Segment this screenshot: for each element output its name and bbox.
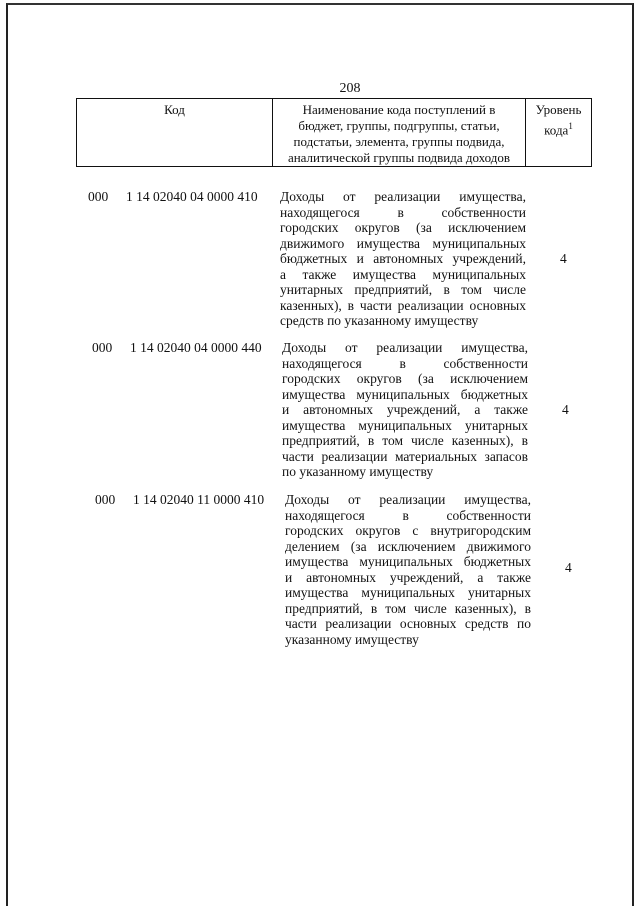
row-description-line: указанному имуществу <box>285 631 419 647</box>
row-description-line: движимого имущества муниципальных <box>280 235 526 251</box>
row-level: 4 <box>560 251 567 266</box>
row-description-line: и автономных учреждений, а также <box>282 402 528 417</box>
header-name-line: бюджет, группы, подгруппы, статьи, <box>298 118 500 133</box>
row-description <box>280 189 526 329</box>
row-description-line: по указанному имуществу <box>282 464 434 479</box>
header-code-label: Код <box>164 102 185 117</box>
header-code-cell <box>77 99 273 167</box>
row-admin-code: 000 <box>95 492 116 507</box>
row-description-line: Доходы от реализации имущества, <box>282 340 528 355</box>
row-description-line: Доходы от реализации имущества, <box>285 492 531 507</box>
row-admin-code: 000 <box>92 340 113 355</box>
row-description-line: и автономных учреждений, а также <box>285 569 531 585</box>
row-description-line: бюджетных и автономных учреждений, <box>280 251 526 266</box>
row-description-line: имущества муниципальных унитарных <box>285 585 531 600</box>
row-description-line: а также имущества муниципальных <box>280 266 526 282</box>
table-header <box>76 98 592 167</box>
row-description-line: городских округов с внутригородским <box>285 523 531 538</box>
row-description <box>282 340 528 480</box>
row-description-line: имущества муниципальных бюджетных <box>285 554 531 569</box>
row-description-line: городских округов (за исключением <box>280 220 526 235</box>
row-description-line: Доходы от реализации имущества, <box>280 189 526 204</box>
row-description-line: находящегося в собственности <box>280 204 526 220</box>
row-description-line: казенных), в части реализации основных <box>280 297 526 313</box>
row-description-line: имущества муниципальных бюджетных <box>282 386 528 402</box>
row-description <box>285 492 531 647</box>
row-income-code: 1 14 02040 04 0000 410 <box>126 189 258 204</box>
row-admin-code: 000 <box>88 189 109 204</box>
row-description-line: средств по указанному имуществу <box>280 313 479 328</box>
header-name-cell <box>273 99 526 167</box>
header-name-line: Наименование кода поступлений в <box>302 102 496 117</box>
row-description-line: находящегося в собственности <box>282 355 528 371</box>
row-description-line: части реализации основных средств по <box>285 616 531 631</box>
row-income-code: 1 14 02040 04 0000 440 <box>130 340 262 355</box>
row-description-line: находящегося в собственности <box>285 507 531 523</box>
row-description-line: предприятий, в том числе казенных), в <box>282 433 528 448</box>
header-name-line: подстатьи, элемента, группы подвида, <box>293 134 505 149</box>
header-level-line2: кода <box>544 122 569 138</box>
row-level: 4 <box>562 402 569 417</box>
row-description-line: предприятий, в том числе казенных), в <box>285 600 531 616</box>
header-name-line: аналитической группы подвида доходов <box>287 150 511 165</box>
page-number: 208 <box>339 81 361 96</box>
row-description-line: имущества муниципальных унитарных <box>282 417 528 433</box>
header-level-cell <box>526 99 592 167</box>
row-description-line: делением (за исключением движимого <box>285 538 531 554</box>
row-description-line: унитарных предприятий, в том числе <box>280 282 526 297</box>
row-level: 4 <box>565 560 572 575</box>
header-level-line1: Уровень <box>535 102 582 117</box>
row-description-line: части реализации материальных запасов <box>282 448 528 464</box>
row-description-line: городских округов (за исключением <box>282 371 528 386</box>
row-income-code: 1 14 02040 11 0000 410 <box>133 492 265 507</box>
footnote-marker: 1 <box>568 121 573 131</box>
